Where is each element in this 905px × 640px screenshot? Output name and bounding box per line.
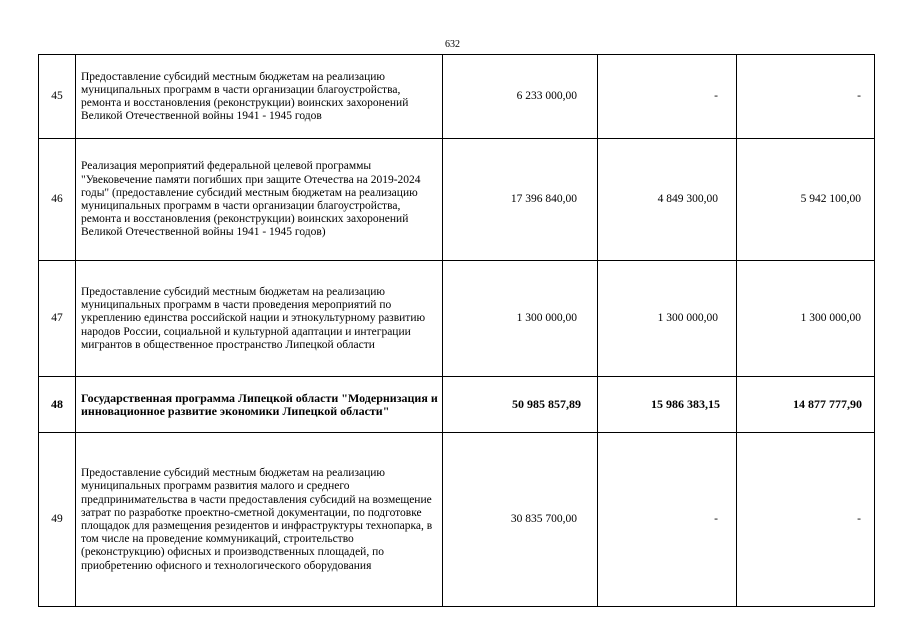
row-description: Предоставление субсидий местным бюджетам на реализацию муниципальных программ в части проведения мероприятий по укреплению единства российской нации и этнокультурному развитию народов России, социальной и культурной адаптации и интеграции мигрантов в общественное пространство Липецкой области	[76, 261, 443, 377]
row-amount-2: 15 986 383,15	[598, 377, 737, 433]
row-number: 49	[39, 433, 76, 607]
row-amount-3: 1 300 000,00	[737, 261, 875, 377]
table-row-total	[39, 377, 875, 433]
row-description: Реализация мероприятий федеральной целевой программы "Увековечение памяти погибших при защите Отечества на 2019-2024 годы" (предоставление субсидий местным бюджетам на реализацию муниципальных программ в части организации благоустройства, ремонта и восстановления (реконструкции) воинских захоронений Великой Отечественной войны 1941 - 1945 годов)	[76, 139, 443, 261]
row-amount-1: 17 396 840,00	[443, 139, 598, 261]
row-amount-3: -	[737, 433, 875, 607]
table-row	[39, 261, 875, 377]
row-description: Государственная программа Липецкой области "Модернизация и инновационное развитие экономики Липецкой области"	[76, 377, 443, 433]
row-number: 47	[39, 261, 76, 377]
row-amount-3: 5 942 100,00	[737, 139, 875, 261]
row-amount-1: 1 300 000,00	[443, 261, 598, 377]
row-amount-3: 14 877 777,90	[737, 377, 875, 433]
table-row	[39, 139, 875, 261]
table-row	[39, 55, 875, 139]
row-description: Предоставление субсидий местным бюджетам на реализацию муниципальных программ развития малого и среднего предпринимательства в части предоставления субсидий на возмещение затрат по разработке проектно-сметной документации, по подготовке площадок для размещения резидентов и инфраструктуры технопарка, в том числе на проведение коммуникаций, строительство (реконструкцию) офисных и производственных площадей, по приобретению офисного и технологического оборудования	[76, 433, 443, 607]
row-description: Предоставление субсидий местным бюджетам на реализацию муниципальных программ в части организации благоустройства, ремонта и восстановления (реконструкции) воинских захоронений Великой Отечественной войны 1941 - 1945 годов	[76, 55, 443, 139]
row-amount-1: 30 835 700,00	[443, 433, 598, 607]
row-amount-3: -	[737, 55, 875, 139]
table-row	[39, 433, 875, 607]
row-amount-2: -	[598, 433, 737, 607]
row-amount-1: 50 985 857,89	[443, 377, 598, 433]
row-amount-2: -	[598, 55, 737, 139]
page-number: 632	[445, 39, 460, 50]
row-amount-2: 1 300 000,00	[598, 261, 737, 377]
row-number: 48	[39, 377, 76, 433]
row-amount-2: 4 849 300,00	[598, 139, 737, 261]
row-number: 46	[39, 139, 76, 261]
row-number: 45	[39, 55, 76, 139]
budget-table	[38, 54, 875, 607]
row-amount-1: 6 233 000,00	[443, 55, 598, 139]
